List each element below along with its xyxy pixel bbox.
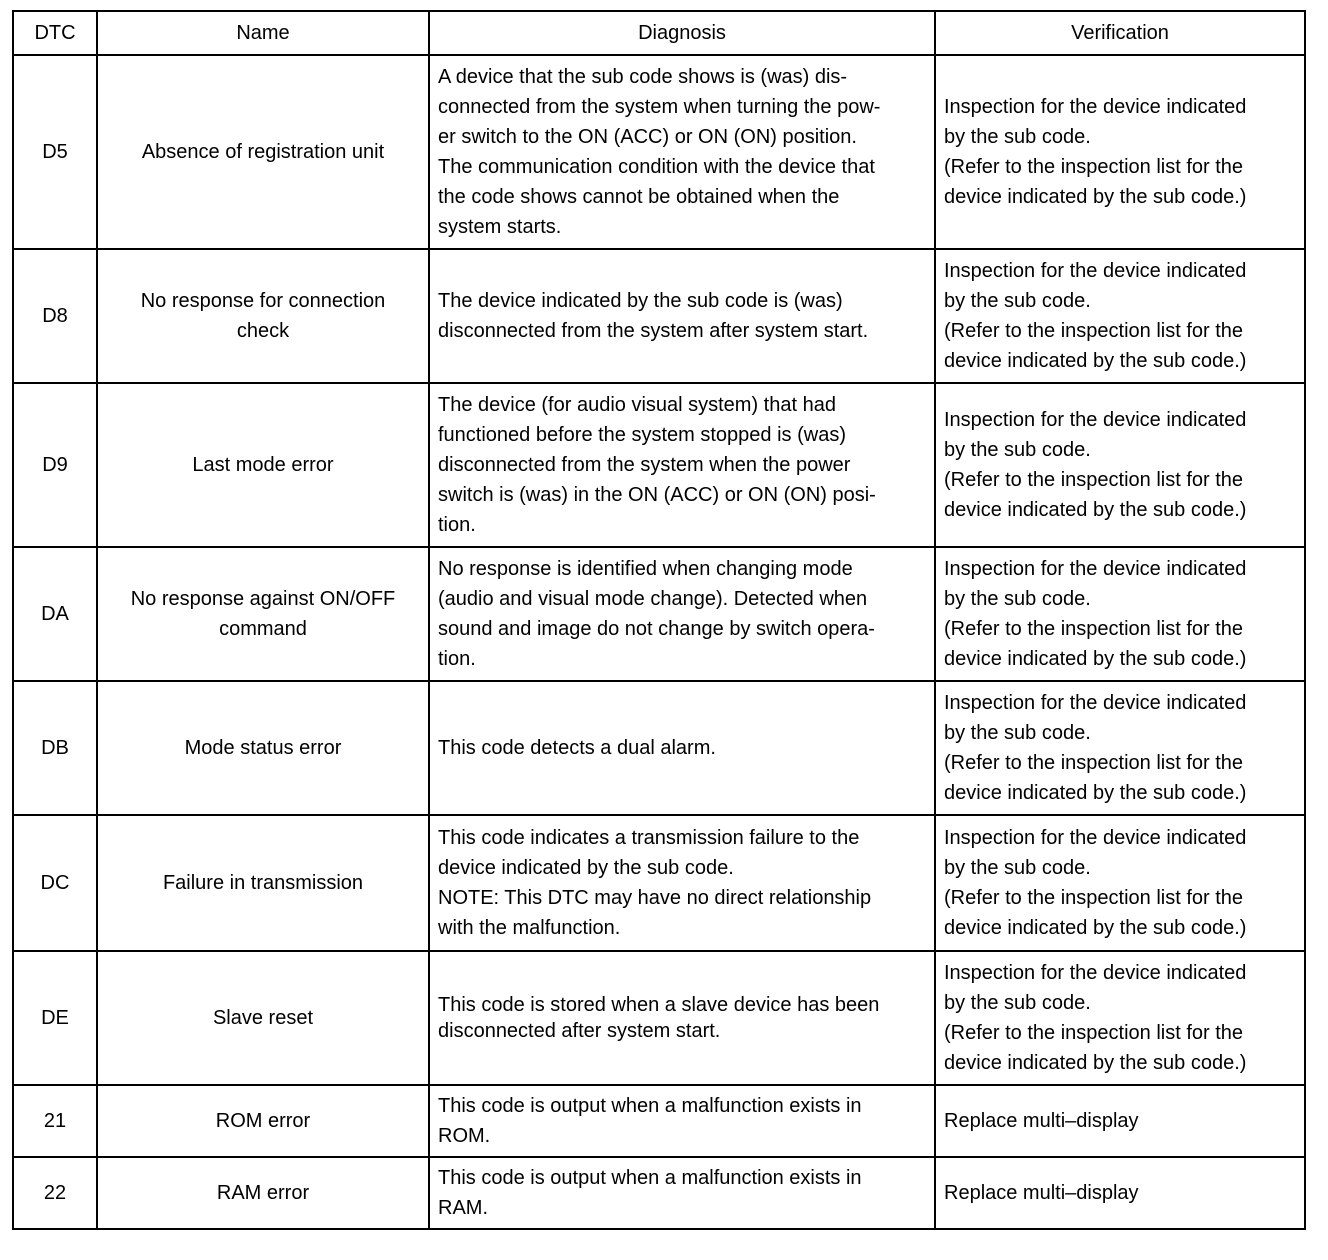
header-dtc: DTC (13, 11, 97, 55)
verification-line: (Refer to the inspection list for the (944, 1022, 1244, 1044)
dtc-diagnosis (429, 383, 935, 547)
diagnosis-line: No response is identified when changing mode (438, 558, 853, 580)
diagnosis-line: the code shows cannot be obtained when the (438, 186, 840, 208)
verification-line: Inspection for the device indicated (944, 96, 1247, 118)
verification-line: Replace multi–display (944, 1182, 1139, 1204)
dtc-code: D9 (13, 383, 97, 547)
dtc-name (97, 1157, 429, 1229)
dtc-code: D5 (13, 55, 97, 249)
verification-line: Inspection for the device indicated (944, 827, 1247, 849)
dtc-diagnosis (429, 681, 935, 815)
table-row (13, 951, 1305, 1085)
name-line: command (219, 618, 307, 640)
table-row (13, 383, 1305, 547)
diagnosis-line: ROM. (438, 1125, 491, 1147)
verification-line: (Refer to the inspection list for the (944, 887, 1244, 909)
name-line: Last mode error (192, 454, 334, 476)
diagnosis-line: This code is output when a malfunction exists in (438, 1095, 862, 1117)
diagnosis-line: device indicated by the sub code. (438, 857, 734, 879)
dtc-name (97, 383, 429, 547)
diagnosis-line: with the malfunction. (438, 917, 621, 939)
dtc-code: D8 (13, 249, 97, 383)
verification-line: Inspection for the device indicated (944, 962, 1247, 984)
dtc-name (97, 815, 429, 951)
dtc-code: 22 (13, 1157, 97, 1229)
name-line: No response against ON/OFF (130, 588, 396, 610)
verification-line: by the sub code. (944, 588, 1091, 610)
dtc-verification (935, 383, 1305, 547)
diagnosis-line: er switch to the ON (ACC) or ON (ON) position. (438, 126, 857, 148)
table-row (13, 681, 1305, 815)
diagnosis-line: RAM. (438, 1197, 488, 1219)
dtc-diagnosis (429, 815, 935, 951)
dtc-diagnosis (429, 55, 935, 249)
verification-line: device indicated by the sub code.) (944, 1052, 1247, 1074)
dtc-code: 21 (13, 1085, 97, 1157)
table-row (13, 547, 1305, 681)
name-line: Slave reset (212, 1007, 314, 1029)
diagnosis-line: disconnected after system start. (438, 1020, 721, 1042)
header-name: Name (97, 11, 429, 55)
diagnosis-line: The device (for audio visual system) that had (438, 394, 836, 416)
table-row (13, 1157, 1305, 1229)
verification-line: Inspection for the device indicated (944, 409, 1247, 431)
verification-line: by the sub code. (944, 126, 1091, 148)
diagnosis-line: This code detects a dual alarm. (438, 737, 716, 759)
verification-line: device indicated by the sub code.) (944, 499, 1247, 521)
verification-line: by the sub code. (944, 992, 1091, 1014)
dtc-diagnosis (429, 951, 935, 1085)
verification-line: by the sub code. (944, 857, 1091, 879)
verification-line: (Refer to the inspection list for the (944, 320, 1244, 342)
diagnosis-line: switch is (was) in the ON (ACC) or ON (ON) posi- (438, 484, 876, 506)
dtc-verification (935, 249, 1305, 383)
dtc-code: DE (13, 951, 97, 1085)
diagnosis-line: connected from the system when turning the pow- (438, 96, 881, 118)
diagnosis-line: This code is output when a malfunction exists in (438, 1167, 862, 1189)
table-row (13, 1085, 1305, 1157)
diagnosis-line: disconnected from the system after system start. (438, 320, 869, 342)
name-line: check (236, 320, 290, 342)
dtc-code: DC (13, 815, 97, 951)
dtc-diagnosis (429, 547, 935, 681)
name-line: No response for connection (140, 290, 386, 312)
verification-line: by the sub code. (944, 722, 1091, 744)
verification-line: (Refer to the inspection list for the (944, 618, 1244, 640)
verification-line: Replace multi–display (944, 1110, 1139, 1132)
dtc-name (97, 547, 429, 681)
dtc-code: DA (13, 547, 97, 681)
dtc-verification (935, 1157, 1305, 1229)
verification-line: (Refer to the inspection list for the (944, 156, 1244, 178)
verification-line: device indicated by the sub code.) (944, 917, 1247, 939)
dtc-name (97, 249, 429, 383)
dtc-name (97, 1085, 429, 1157)
diagnosis-line: sound and image do not change by switch opera- (438, 618, 875, 640)
diagnosis-line: This code indicates a transmission failure to the (438, 827, 860, 849)
table-row (13, 815, 1305, 951)
verification-line: by the sub code. (944, 439, 1091, 461)
dtc-table (12, 10, 1306, 1230)
dtc-verification (935, 681, 1305, 815)
diagnosis-line: (audio and visual mode change). Detected when (438, 588, 868, 610)
diagnosis-line: The communication condition with the device that (438, 156, 875, 178)
header-diagnosis: Diagnosis (429, 11, 935, 55)
dtc-diagnosis (429, 1157, 935, 1229)
table-row (13, 55, 1305, 249)
diagnosis-line: tion. (438, 514, 476, 536)
diagnosis-line: A device that the sub code shows is (was) dis- (438, 66, 848, 88)
table-row (13, 249, 1305, 383)
dtc-verification (935, 547, 1305, 681)
verification-line: (Refer to the inspection list for the (944, 469, 1244, 491)
dtc-verification (935, 951, 1305, 1085)
table-header-row (13, 11, 1305, 55)
dtc-diagnosis (429, 249, 935, 383)
dtc-verification (935, 1085, 1305, 1157)
diagnosis-line: functioned before the system stopped is (was) (438, 424, 846, 446)
verification-line: by the sub code. (944, 290, 1091, 312)
name-line: Failure in transmission (162, 872, 364, 894)
dtc-name (97, 681, 429, 815)
diagnosis-line: This code is stored when a slave device has been (438, 994, 880, 1016)
diagnosis-line: tion. (438, 648, 476, 670)
verification-line: (Refer to the inspection list for the (944, 752, 1244, 774)
dtc-name (97, 55, 429, 249)
diagnosis-line: system starts. (438, 216, 562, 238)
verification-line: device indicated by the sub code.) (944, 186, 1247, 208)
dtc-name (97, 951, 429, 1085)
dtc-verification (935, 815, 1305, 951)
verification-line: device indicated by the sub code.) (944, 782, 1247, 804)
diagnosis-line: disconnected from the system when the power (438, 454, 851, 476)
diagnosis-line: The device indicated by the sub code is (was) (438, 290, 843, 312)
verification-line: device indicated by the sub code.) (944, 350, 1247, 372)
verification-line: Inspection for the device indicated (944, 558, 1247, 580)
dtc-verification (935, 55, 1305, 249)
dtc-code: DB (13, 681, 97, 815)
header-verification: Verification (935, 11, 1305, 55)
verification-line: Inspection for the device indicated (944, 260, 1247, 282)
name-line: RAM error (216, 1182, 310, 1204)
name-line: Absence of registration unit (141, 141, 385, 163)
verification-line: Inspection for the device indicated (944, 692, 1247, 714)
name-line: ROM error (215, 1110, 311, 1132)
diagnosis-line: NOTE: This DTC may have no direct relationship (438, 887, 872, 909)
verification-line: device indicated by the sub code.) (944, 648, 1247, 670)
dtc-diagnosis (429, 1085, 935, 1157)
name-line: Mode status error (184, 737, 342, 759)
